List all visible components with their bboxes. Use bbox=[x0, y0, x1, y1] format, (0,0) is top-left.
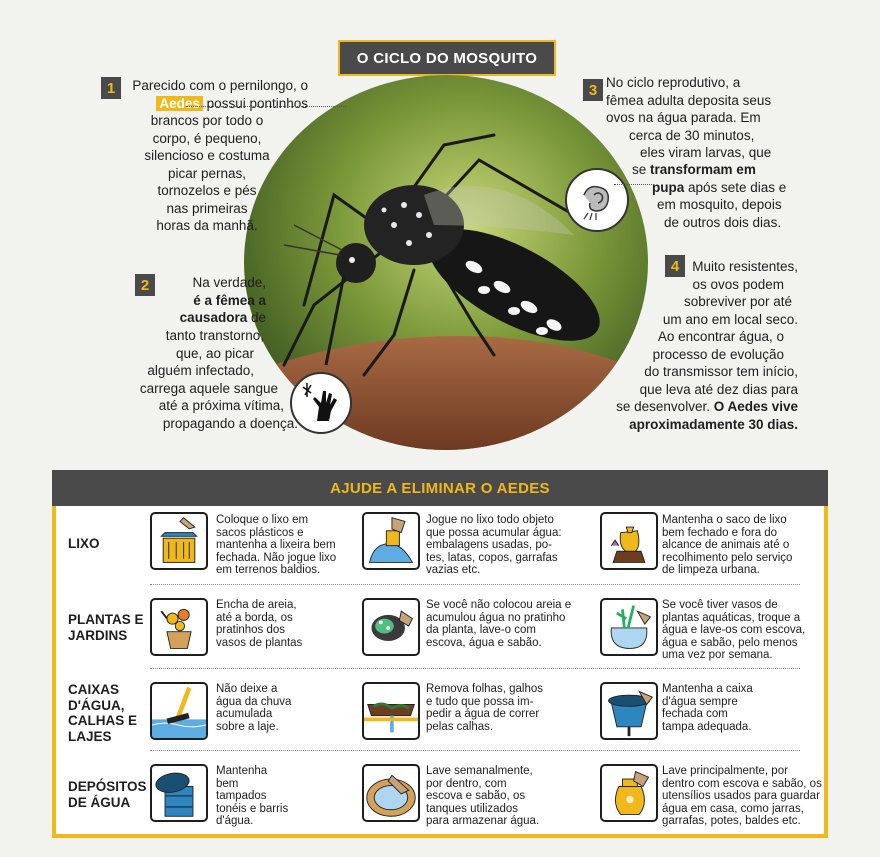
step-3-line: No ciclo reprodutivo, a bbox=[606, 75, 741, 90]
step-1-line: silencioso e costuma bbox=[144, 148, 270, 163]
step-3-text bbox=[606, 74, 806, 162]
cell-text: Mantenha bem tampados tonéis e barris d'água. bbox=[216, 765, 289, 828]
page-title: O CICLO DO MOSQUITO bbox=[338, 40, 556, 76]
garbage-bag-icon bbox=[600, 512, 658, 570]
step-4-line: Muito resistentes, bbox=[692, 259, 798, 274]
scrub-tank-icon bbox=[362, 764, 420, 822]
row-divider bbox=[150, 584, 800, 585]
step-1-line: possui pontinhos bbox=[206, 95, 308, 111]
step-2-line: Na verdade, bbox=[192, 275, 266, 290]
step-3-line: pupa bbox=[652, 179, 685, 195]
step-2-line: causadora bbox=[179, 310, 248, 325]
row-divider bbox=[150, 750, 800, 751]
aedes-highlight: Aedes bbox=[156, 96, 203, 111]
step-4-text bbox=[560, 258, 798, 433]
step-4-line: processo de evolução bbox=[652, 346, 784, 362]
step-2-line: até a próxima vítima, bbox=[158, 398, 284, 413]
step-4-line: os ovos podem bbox=[692, 276, 784, 292]
step-4-line: sobreviver por até bbox=[683, 294, 792, 309]
step-3-line: fêmea adulta deposita seus bbox=[606, 92, 772, 108]
cell-text: Mantenha o saco de lixo bem fechado e fora do alcance de animais até o recolhimento pelo serviço de limpeza urbana. bbox=[662, 514, 793, 577]
step-1-line: nas primeiras bbox=[166, 200, 248, 216]
cell-text: Remova folhas, galhos e tudo que possa im- pedir a água de correr pelas calhas. bbox=[426, 683, 543, 733]
step-3-text-cont bbox=[632, 161, 818, 231]
pointer-line bbox=[186, 106, 346, 107]
step-1-badge: 1 bbox=[101, 77, 121, 99]
throw-away-icon bbox=[362, 512, 420, 570]
step-3-line: transformam em bbox=[650, 162, 756, 177]
larva-icon bbox=[565, 168, 629, 232]
step-3-line: se bbox=[632, 162, 647, 177]
pointer-line bbox=[614, 184, 654, 185]
step-2-line: que, ao picar bbox=[175, 345, 254, 361]
step-3-line: após sete dias e bbox=[684, 179, 787, 195]
gutter-icon bbox=[362, 682, 420, 740]
step-4-line: Ao encontrar água, o bbox=[657, 329, 784, 344]
cell-text: Encha de areia, até a borda, os pratinhos dos vasos de plantas bbox=[216, 599, 303, 649]
step-2-text-cont bbox=[110, 327, 298, 432]
step-1-line: horas da manhã. bbox=[156, 218, 258, 233]
cell-text: Mantenha a caixa d'água sempre fechada com tampa adequada. bbox=[662, 683, 753, 733]
cell-text: Jogue no lixo todo objeto que possa acumular água: embalagens usadas, po- tes, latas, copos, garrafas vazias etc. bbox=[426, 514, 562, 577]
step-2-line: carrega aquele sangue bbox=[139, 380, 278, 396]
barrel-lid-icon bbox=[150, 764, 208, 822]
panel-heading: AJUDE A ELIMINAR O AEDES bbox=[52, 470, 828, 506]
step-4-line: que leva até dez dias para bbox=[639, 381, 798, 397]
step-2-text bbox=[120, 274, 266, 327]
step-2-line: propagando a doença. bbox=[162, 415, 298, 431]
row-divider bbox=[150, 668, 800, 669]
step-4-line: um ano em local seco. bbox=[662, 311, 798, 327]
jar-washing-icon bbox=[600, 764, 658, 822]
trash-bin-icon bbox=[150, 512, 208, 570]
step-3-line: ovos na água parada. Em bbox=[606, 110, 761, 125]
step-2-line: tanto transtorno, bbox=[165, 328, 264, 343]
step-4-line: do transmissor tem início, bbox=[644, 364, 798, 379]
step-2-line: de bbox=[247, 310, 266, 325]
aquatic-vase-icon bbox=[600, 598, 658, 656]
cell-text: Lave principalmente, por dentro com escova e sabão, os utensílios usados para guardar água em casa, como jarras, garrafas, potes, baldes etc. bbox=[662, 765, 822, 828]
step-3-badge: 3 bbox=[583, 79, 603, 101]
step-1-text-cont bbox=[118, 112, 296, 235]
cell-text: Coloque o lixo em sacos plásticos e mantenha a lixeira bem fechada. Não jogue lixo em terrenos baldios. bbox=[216, 514, 337, 577]
step-2-line: alguém infectado, bbox=[147, 363, 254, 378]
step-1-line: Parecido com o pernilongo, o bbox=[132, 78, 308, 93]
step-1-line: picar pernas, bbox=[167, 165, 247, 181]
cell-text: Se você não colocou areia e acumulou água no pratinho da planta, lave-o com escova, água e sabão. bbox=[426, 599, 572, 649]
step-1-line: corpo, é pequeno, bbox=[152, 130, 262, 146]
step-4-line: se desenvolver. bbox=[616, 399, 714, 414]
row-label-plantas: PLANTAS E JARDINS bbox=[68, 612, 144, 643]
step-1-line: tornozelos e pés bbox=[157, 183, 257, 198]
step-2-badge: 2 bbox=[135, 274, 155, 296]
row-label-lixo: LIXO bbox=[68, 536, 100, 551]
cell-text: Se você tiver vasos de plantas aquáticas, troque a água e lave-os com escova, água e sabão, pelo menos uma vez por semana. bbox=[662, 599, 806, 662]
cell-text: Lave semanalmente, por dentro, com escova e sabão, os tanques utilizados para armazenar água. bbox=[426, 765, 540, 828]
cell-text: Não deixe a água da chuva acumulada sobre a laje. bbox=[216, 683, 292, 733]
plant-saucer-icon bbox=[362, 598, 420, 656]
step-1-line: brancos por todo o bbox=[150, 113, 264, 128]
step-3-line: em mosquito, depois bbox=[657, 197, 782, 212]
step-4-line: O Aedes vive bbox=[713, 399, 798, 414]
flower-pot-icon bbox=[150, 598, 208, 656]
step-4-badge: 4 bbox=[665, 255, 685, 277]
squeegee-icon bbox=[150, 682, 208, 740]
step-2-line: é a fêmea a bbox=[193, 292, 266, 308]
step-3-line: cerca de 30 minutos, bbox=[629, 127, 755, 143]
step-3-line: eles viram larvas, que bbox=[640, 145, 772, 160]
step-3-line: de outros dois dias. bbox=[664, 214, 782, 230]
water-tank-icon bbox=[600, 682, 658, 740]
step-4-line: aproximadamente 30 dias. bbox=[629, 416, 798, 432]
bite-hand-icon bbox=[290, 372, 352, 434]
row-label-caixas: CAIXAS D'ÁGUA, CALHAS E LAJES bbox=[68, 682, 138, 744]
row-label-depositos: DEPÓSITOS DE ÁGUA bbox=[68, 779, 147, 810]
